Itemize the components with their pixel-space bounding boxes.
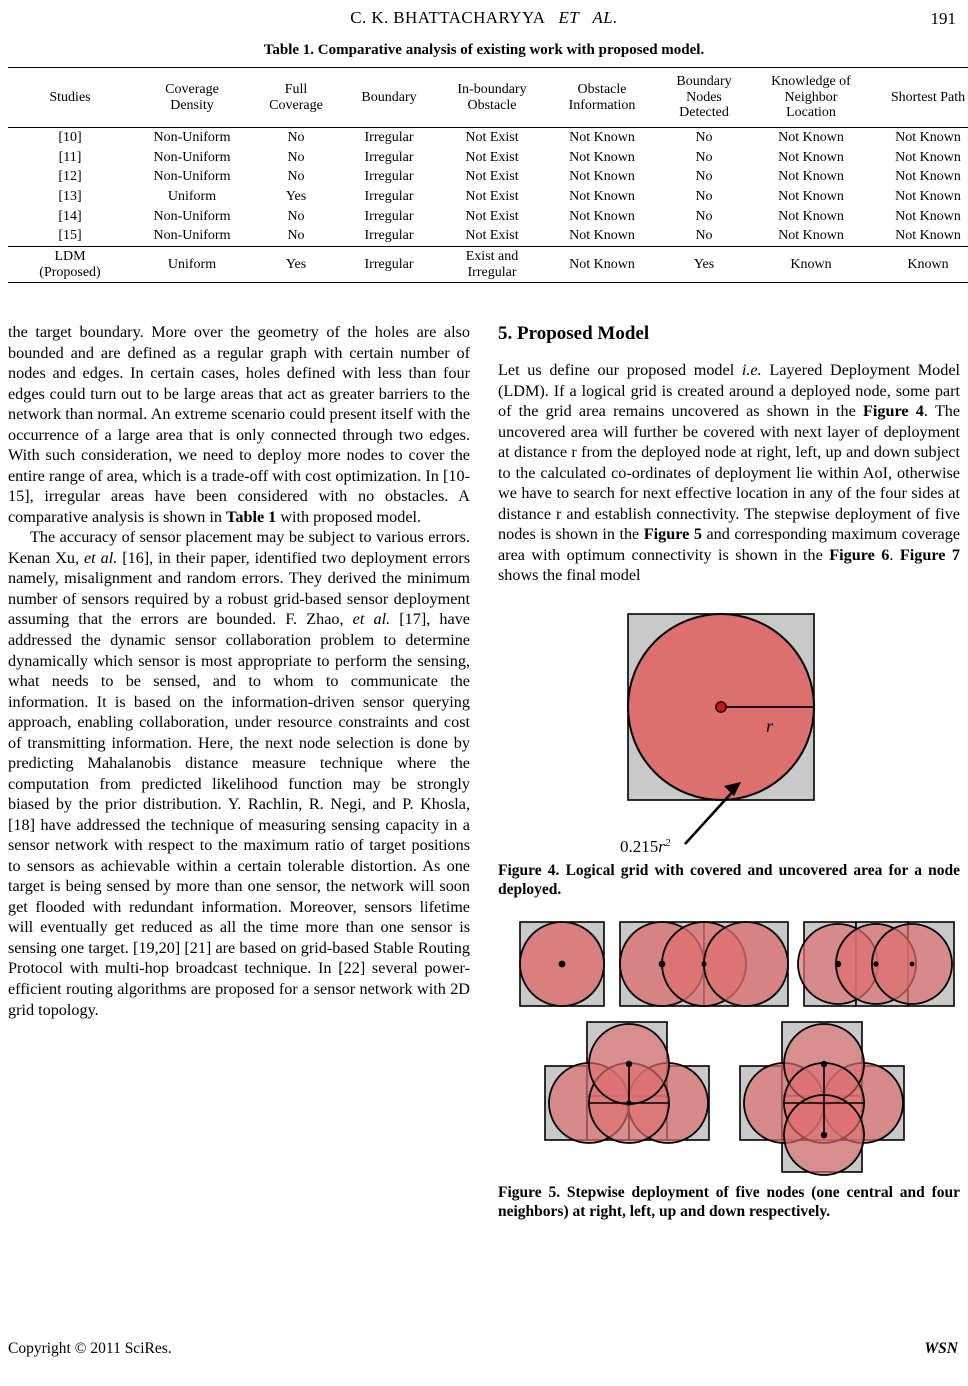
- cell-coverage-density: Uniform: [167, 189, 217, 205]
- table-row: [8, 187, 968, 207]
- para-text-tail: shows the final model: [498, 566, 641, 585]
- cell-obstacle-information: Not Known: [569, 149, 635, 165]
- table-1-container: [8, 42, 966, 283]
- cell-coverage-density: Non-Uniform: [153, 130, 231, 146]
- table-row: [8, 226, 968, 246]
- para-text: The accuracy of sensor placement may be subject to various errors. Kenan Xu,: [8, 528, 470, 567]
- table-body: [8, 128, 968, 283]
- page-number: 191: [930, 9, 956, 28]
- comparative-analysis-table: [8, 67, 968, 283]
- cell-boundary-nodes-detected: No: [695, 228, 713, 244]
- cell-boundary-nodes-detected: No: [695, 169, 713, 185]
- cell-study: [10]: [58, 130, 82, 146]
- fig5-panel-2-right-neighbor: [620, 922, 788, 1006]
- cell-full-coverage: No: [287, 130, 305, 146]
- cell-boundary-nodes-detected: Yes: [693, 256, 715, 272]
- table-row: [8, 128, 968, 148]
- node-dot: [559, 960, 566, 967]
- node-dot: [835, 961, 841, 967]
- figure-5-reference: Figure 5: [643, 525, 702, 544]
- cell-boundary: Irregular: [364, 189, 414, 205]
- col-header-coverage-density: Coverage Density: [165, 81, 219, 113]
- cell-in-boundary-obstacle: Not Exist: [465, 130, 519, 146]
- cell-coverage-density: Uniform: [167, 256, 217, 272]
- node-dot: [626, 1061, 632, 1067]
- cell-obstacle-information: Not Known: [569, 130, 635, 146]
- figure-4-caption: Figure 4. Logical grid with covered and uncovered area for a node deployed.: [498, 861, 960, 898]
- figure-4-reference: Figure 4: [863, 402, 924, 421]
- col-header-studies: Studies: [49, 89, 91, 105]
- cell-obstacle-information: Not Known: [569, 256, 635, 272]
- cell-obstacle-information: Not Known: [569, 169, 635, 185]
- figure-4-graphic: [498, 606, 960, 856]
- cell-boundary: Irregular: [364, 169, 414, 185]
- para-text: [16], in their paper, identified two deployment errors namely, misalignment and random errors. They derived the minimum number of sensors required by a robust grid-based sensor deployment assuming that the errors are bounded. F. Zhao,: [8, 548, 470, 629]
- table-row: [8, 148, 968, 168]
- col-header-boundary: Boundary: [361, 89, 417, 105]
- cell-full-coverage: No: [287, 228, 305, 244]
- figure-6-reference: Figure 6: [829, 545, 890, 564]
- journal-abbreviation: WSN: [924, 1340, 958, 1357]
- cell-boundary-nodes-detected: No: [695, 130, 713, 146]
- cell-full-coverage: Yes: [285, 256, 307, 272]
- cell-shortest-path: Not Known: [895, 169, 961, 185]
- cell-shortest-path: Not Known: [895, 208, 961, 224]
- node-dot: [701, 961, 706, 966]
- cell-shortest-path: Known: [907, 256, 949, 272]
- para-text: and corresponding maximum coverage area with optimum connectivity is shown in the: [498, 525, 961, 564]
- table-1-reference: Table 1: [226, 507, 277, 526]
- cell-obstacle-information: Not Known: [569, 228, 635, 244]
- body-column-right: [498, 322, 960, 1222]
- paragraph-continuation: [8, 322, 470, 527]
- col-header-boundary-nodes-detected: Boundary Nodes Detected: [676, 74, 732, 121]
- cell-knowledge-of-neighbor-location: Not Known: [778, 149, 844, 165]
- cell-boundary-nodes-detected: No: [695, 149, 713, 165]
- para-text: the target boundary. More over the geometry of the holes are also bounded and are defined as a regular graph with certain number of nodes and edges. In certain cases, holes defined with less than four edges could turn out to be large areas that act as greater barriers to the network than normal. An extreme scenario could present itself with the occurrence of a large area that is only connected through two edges. With such consideration, we need to deploy more nodes to cover the entire range of area, which is a trade-off with cost optimization. In [10-15], irregular areas have been considered with no obstacles. A comparative analysis is shown in: [8, 323, 470, 526]
- node-dot: [659, 960, 666, 967]
- uncovered-area-exponent: 2: [664, 836, 671, 849]
- fig5-panel-3-left-neighbor: [798, 922, 954, 1006]
- cell-shortest-path: Not Known: [895, 130, 961, 146]
- cell-knowledge-of-neighbor-location: Not Known: [778, 208, 844, 224]
- node-dot: [821, 1132, 827, 1138]
- table-caption: Table 1. Comparative analysis of existing work with proposed model.: [263, 42, 705, 58]
- para-text: Layered Deployment Model (LDM). If a logical grid is created around a deployed node, some part of the grid area remains uncovered as shown in the: [498, 361, 960, 421]
- et-al-italic: et al.: [83, 548, 118, 567]
- cell-knowledge-of-neighbor-location: Not Known: [778, 169, 844, 185]
- cell-study: [13]: [58, 189, 82, 205]
- cell-in-boundary-obstacle: Not Exist: [465, 189, 519, 205]
- cell-study: [12]: [58, 169, 82, 185]
- cell-shortest-path: Not Known: [895, 189, 961, 205]
- cell-full-coverage: Yes: [285, 189, 307, 205]
- para-text-tail: [17], have addressed the dynamic sensor collaboration problem to determine dynamically which sensor is most appropriate to perform the sensing, what needs to be sensed, and to whom to communicate the information. It is based on the information-driven sensor querying approach, enabling collaboration, under resource constraints and cost of transmitting information. Here, the next node selection is done by predicting Mahalanobis distance measure technique where the computation from predicted likelihood function may be strongly biased by the prior distribution. Y. Rachlin, R. Negi, and P. Khosla, [18] have addressed the technique of measuring sensing capacity in a sensor network with respect to the maximum ratio of target positions to sensors as achievable within a certain tolerable distortion. As one target is being sensed by more than one sensor, the network will soon get flooded with redundant information. Moreover, sensors lifetime will eventually get reduced as all the time more than one sensor is sensing one target. [19,20] [21] are based on grid-based Stable Routing Protocol with multi-hop broadcast technique. In [22] several power-efficient routing algorithms are proposed for a sensor network with 2D grid topology.: [8, 610, 470, 1019]
- copyright-notice: Copyright © 2011 SciRes.: [8, 1340, 172, 1357]
- deployed-node-dot: [716, 702, 726, 712]
- uncovered-area-label: [620, 837, 671, 856]
- fig5-panel-1-single-node: [520, 922, 604, 1006]
- para-text: . The uncovered area will further be covered with next layer of deployment at distance r from the deployed node at right, left, up and down subject to the calculated co-ordinates of deployment lie within AoI, otherwise we have to search for next effective location in any of the four sides at distance r and establish connectivity. The stepwise deployment of five nodes is shown in the: [498, 402, 961, 544]
- cell-in-boundary-obstacle: Not Exist: [465, 149, 519, 165]
- figure-5-svg: [498, 916, 960, 1178]
- radius-label: r: [766, 715, 774, 736]
- cell-knowledge-of-neighbor-location: Not Known: [778, 189, 844, 205]
- paragraph-accuracy: [8, 527, 470, 1020]
- cell-knowledge-of-neighbor-location: Not Known: [778, 130, 844, 146]
- cell-boundary-nodes-detected: No: [695, 189, 713, 205]
- fig5-panel-4-up-neighbor: [545, 1022, 709, 1143]
- coverage-circle: [704, 922, 788, 1006]
- et-al-italic: et al.: [352, 610, 391, 629]
- node-dot: [910, 961, 915, 966]
- section-heading-proposed-model: 5. Proposed Model: [498, 323, 650, 344]
- cell-in-boundary-obstacle: Not Exist: [465, 208, 519, 224]
- paragraph-proposed-model: [498, 360, 960, 586]
- cell-study: [14]: [58, 208, 82, 224]
- cell-boundary: Irregular: [364, 208, 414, 224]
- cell-knowledge-of-neighbor-location: Known: [790, 256, 832, 272]
- uncovered-area-variable: r: [658, 836, 665, 856]
- col-header-shortest-path: Shortest Path: [890, 89, 966, 105]
- cell-coverage-density: Non-Uniform: [153, 149, 231, 165]
- node-dot: [626, 1100, 631, 1105]
- figure-4-svg: [498, 606, 960, 856]
- fig5-panel-5-down-neighbor: [740, 1022, 904, 1175]
- cell-boundary: Irregular: [364, 228, 414, 244]
- table-header-row: [8, 68, 968, 128]
- ie-italic: i.e.: [741, 361, 762, 380]
- col-header-knowledge-of-neighbor-location: Knowledge of Neighbor Location: [771, 74, 851, 121]
- uncovered-area-number: 0.215: [620, 836, 659, 856]
- cell-coverage-density: Non-Uniform: [153, 228, 231, 244]
- cell-full-coverage: No: [287, 149, 305, 165]
- cell-boundary: Irregular: [364, 256, 414, 272]
- table-row: [8, 167, 968, 187]
- figure-5-caption: Figure 5. Stepwise deployment of five nodes (one central and four neighbors) at right, left, up and down respectively.: [498, 1183, 960, 1220]
- para-text: Let us define our proposed model: [498, 361, 742, 380]
- running-head-authors: C. K. BHATTACHARYYA: [350, 8, 545, 27]
- cell-full-coverage: No: [287, 169, 305, 185]
- cell-obstacle-information: Not Known: [569, 189, 635, 205]
- cell-obstacle-information: Not Known: [569, 208, 635, 224]
- col-header-full-coverage: Full Coverage: [269, 81, 323, 113]
- cell-coverage-density: Non-Uniform: [153, 208, 231, 224]
- para-text: .: [889, 545, 900, 564]
- node-dot: [821, 1061, 827, 1067]
- cell-boundary: Irregular: [364, 149, 414, 165]
- running-head-etal: ET AL.: [558, 8, 618, 27]
- cell-study: [15]: [58, 228, 82, 244]
- running-head-title: [0, 8, 968, 28]
- cell-knowledge-of-neighbor-location: Not Known: [778, 228, 844, 244]
- figure-7-reference: Figure 7: [899, 545, 961, 564]
- cell-in-boundary-obstacle: Not Exist: [465, 228, 519, 244]
- table-row-ldm-proposed: [8, 247, 968, 283]
- running-head: [0, 8, 968, 34]
- cell-in-boundary-obstacle: Not Exist: [465, 169, 519, 185]
- cell-boundary-nodes-detected: No: [695, 208, 713, 224]
- figure-5-graphic: [498, 916, 960, 1178]
- cell-shortest-path: Not Known: [895, 228, 961, 244]
- table-head: [8, 68, 968, 128]
- col-header-obstacle-information: Obstacle Information: [568, 81, 636, 113]
- table-row: [8, 207, 968, 227]
- node-dot: [873, 961, 878, 966]
- cell-boundary: Irregular: [364, 130, 414, 146]
- cell-coverage-density: Non-Uniform: [153, 169, 231, 185]
- cell-study: LDM (Proposed): [39, 249, 101, 280]
- body-column-left: [8, 322, 470, 1020]
- cell-in-boundary-obstacle: Exist and Irregular: [465, 249, 519, 280]
- cell-study: [11]: [58, 149, 82, 165]
- col-header-in-boundary-obstacle: In-boundary Obstacle: [457, 81, 527, 113]
- cell-shortest-path: Not Known: [895, 149, 961, 165]
- para-text-tail: with proposed model.: [276, 507, 422, 526]
- cell-full-coverage: No: [287, 208, 305, 224]
